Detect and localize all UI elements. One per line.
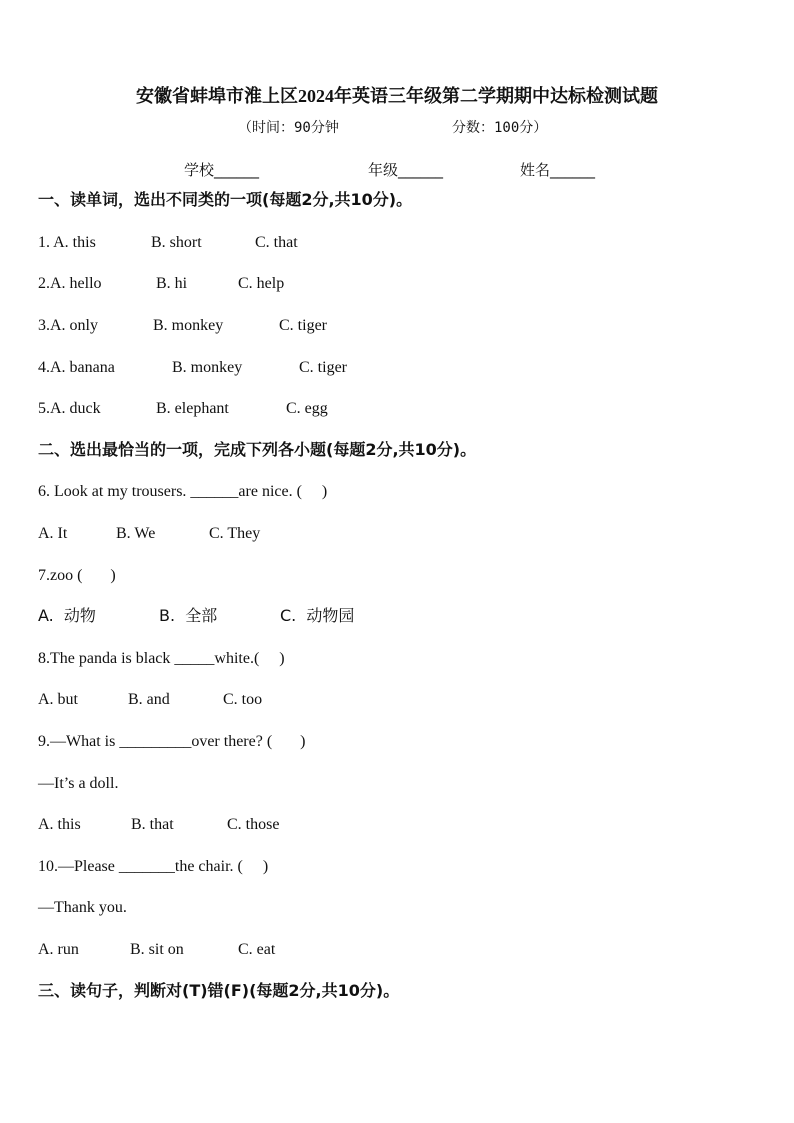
option-a: 3.A. only (38, 317, 98, 334)
name-field: 姓名______ (520, 161, 596, 179)
option-a: 5.A. duck (38, 400, 101, 417)
option-b: B. monkey (153, 317, 224, 334)
option-c: C. eat (238, 941, 276, 958)
exam-title: 安徽省蚌埠市淮上区2024年英语三年级第二学期期中达标检测试题 (136, 86, 658, 106)
option-a: 1. A. this (38, 234, 96, 251)
exam-score: 分数：100分） (452, 120, 548, 136)
option-a: A. but (38, 691, 78, 708)
option-b: B. We (116, 525, 156, 542)
section-1-heading: 一、读单词，选出不同类的一项(每题2分,共10分)。 (38, 190, 413, 209)
question-9: 9.—What is _________over there? ( ) (38, 733, 306, 750)
question-10-reply: —Thank you. (38, 899, 127, 916)
option-b: B. short (151, 234, 202, 251)
option-c: C. that (255, 234, 298, 251)
option-b: B. and (128, 691, 170, 708)
option-b: B. elephant (156, 400, 229, 417)
question-6: 6. Look at my trousers. ______are nice. ( ) (38, 483, 328, 500)
section-2-heading: 二、选出最恰当的一项，完成下列各小题(每题2分,共10分)。 (38, 440, 477, 459)
option-b: B. that (131, 816, 174, 833)
option-c: C. 动物园 (280, 606, 355, 625)
option-c: C. those (227, 816, 280, 833)
option-a: A. It (38, 525, 68, 542)
grade-field: 年级______ (368, 161, 444, 179)
section-3-heading: 三、读句子，判断对(T)错(F)(每题2分,共10分)。 (38, 981, 400, 1000)
option-b: B. 全部 (159, 606, 218, 625)
question-9-reply: —It’s a doll. (38, 775, 119, 792)
option-b: B. sit on (130, 941, 184, 958)
option-a: A. this (38, 816, 81, 833)
option-c: C. too (223, 691, 263, 708)
option-c: C. help (238, 275, 285, 292)
option-a: A. 动物 (38, 606, 96, 625)
option-b: B. hi (156, 275, 188, 292)
question-7: 7.zoo ( ) (38, 567, 116, 584)
option-c: C. egg (286, 400, 328, 417)
question-8: 8.The panda is black _____white.( ) (38, 650, 285, 667)
option-c: C. They (209, 525, 261, 542)
option-c: C. tiger (279, 317, 327, 334)
option-a: A. run (38, 941, 79, 958)
option-b: B. monkey (172, 359, 243, 376)
question-10: 10.—Please _______the chair. ( ) (38, 858, 269, 875)
exam-time: （时间：90分钟 (238, 120, 339, 136)
option-a: 4.A. banana (38, 359, 115, 376)
option-a: 2.A. hello (38, 275, 102, 292)
school-field: 学校______ (184, 161, 260, 179)
option-c: C. tiger (299, 359, 347, 376)
